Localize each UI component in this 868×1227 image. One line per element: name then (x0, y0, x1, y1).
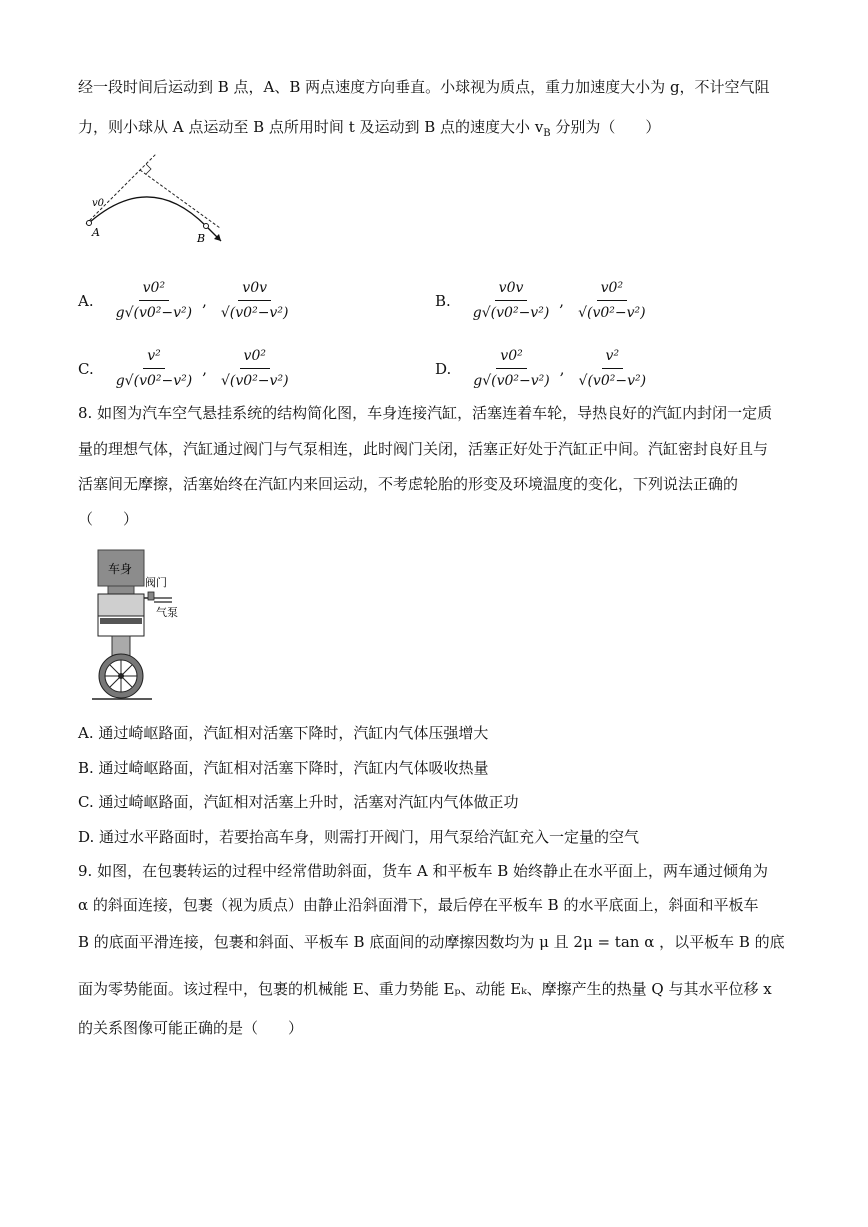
label-v0: v0 (92, 198, 105, 209)
q9-text-line-4: 面为零势能面。该过程中，包裹的机械能 E、重力势能 Eₚ、动能 Eₖ、摩擦产生的热量 Q 与其水平位移 x (78, 980, 772, 998)
q7-option-b[interactable]: B. $\frac{v0v}{\text{g√(v0²−v²)}}$ , $\frac{\text{v0²}}{\text{√(v0²−v²)}}$ (435, 278, 654, 323)
fraction-numerator: v0v (238, 278, 271, 301)
q8-option-a[interactable]: A. 通过崎岖路面，汽缸相对活塞下降时，汽缸内气体压强增大 (78, 724, 489, 742)
fraction-denominator: g√(v0²−v²) (472, 305, 550, 321)
q8-option-b[interactable]: B. 通过崎岖路面，汽缸相对活塞下降时，汽缸内气体吸收热量 (78, 759, 489, 777)
q8-text-line-3: 活塞间无摩擦，活塞始终在汽缸内来回运动，不考虑轮胎的形变及环境温度的变化，下列说法正确的 (78, 475, 739, 493)
q8-text-line-1: 8. 如图为汽车空气悬挂系统的结构简化图，车身连接汽缸，活塞连着车轮，导热良好的汽缸内封闭一定质 (78, 404, 773, 422)
q7-text-line-1: 经一段时间后运动到 B 点，A、B 两点速度方向垂直。小球视为质点，重力加速度大小为 g，不计空气阻 (78, 78, 770, 96)
valve-label: 阀门 (145, 576, 167, 589)
option-label: A. (78, 291, 94, 310)
q7-option-c[interactable]: C. $\frac{\text{v²}}{\text{g√(v0²−v²)}}$ , $\frac{\text{v0²}}{\text{√(v0²−v²)}}$ (78, 346, 297, 391)
suspension-figure (88, 546, 198, 706)
q7-line2-main: 力，则小球从 A 点运动至 B 点所用时间 t 及运动到 B 点的速度大小 v (78, 118, 544, 136)
option-label: B. (435, 291, 451, 310)
q7-option-a[interactable]: A. $\frac{\text{v0²}}{\text{g√(v0²−v²)}}$ , $\frac{v0v}{\text{√(v0²−v²)}}$ (78, 278, 296, 323)
fraction-denominator: √(v0²−v²) (578, 373, 647, 389)
fraction-numerator: v0v (495, 278, 528, 301)
q8-text-line-2: 量的理想气体，汽缸通过阀门与气泵相连，此时阀门关闭，活塞正好处于汽缸正中间。汽缸密封良好且与 (78, 440, 769, 458)
option-label: D. (435, 359, 452, 378)
fraction-numerator: v0² (240, 346, 270, 369)
q9-text-line-5: 的关系图像可能正确的是（ ） (78, 1019, 304, 1037)
body-label: 车身 (108, 562, 133, 576)
fraction-denominator: g√(v0²−v²) (473, 373, 550, 389)
fraction-denominator: √(v0²−v²) (221, 373, 289, 389)
label-b: B (197, 232, 206, 245)
pump-label: 气泵 (156, 606, 178, 619)
label-a: A (92, 226, 100, 239)
q7-line2-sub: B (543, 128, 551, 139)
q9-text-line-3: B 的底面平滑连接，包裹和斜面、平板车 B 底面间的动摩擦因数均为 μ 且 2μ = tan α ，以平板车 B 的底 (78, 933, 785, 951)
q7-text-line-2 (78, 117, 660, 144)
q8-option-d[interactable]: D. 通过水平路面时，若要抬高车身，则需打开阀门，用气泵给汽缸充入一定量的空气 (78, 828, 640, 846)
q8-text-line-4: （ ） (78, 510, 139, 528)
q8-option-c[interactable]: C. 通过崎岖路面，汽缸相对活塞上升时，活塞对汽缸内气体做正功 (78, 793, 519, 811)
fraction-numerator: v0² (496, 346, 526, 369)
projectile-figure (80, 150, 240, 250)
fraction-denominator: √(v0²−v²) (220, 305, 289, 321)
fraction-denominator: √(v0²−v²) (578, 305, 646, 321)
q7-line2-end: 分别为（ ） (550, 118, 661, 136)
fraction-numerator: v² (143, 346, 165, 369)
fraction-denominator: g√(v0²−v²) (115, 373, 193, 389)
fraction-denominator: g√(v0²−v²) (115, 305, 193, 321)
q9-text-line-2: α 的斜面连接，包裹（视为质点）由静止沿斜面滑下，最后停在平板车 B 的水平底面上，斜面和平板车 (78, 896, 759, 914)
fraction-numerator: v² (602, 346, 624, 369)
fraction-numerator: v0² (597, 278, 627, 301)
q9-text-line-1: 9. 如图，在包裹转运的过程中经常借助斜面，货车 A 和平板车 B 始终静止在水平面上，两车通过倾角为 (78, 862, 769, 880)
option-label: C. (78, 359, 94, 378)
fraction-numerator: v0² (139, 278, 169, 301)
q7-option-d[interactable]: D. $\frac{\text{v0²}}{\text{g√(v0²−v²)}}$ , $\frac{\text{v²}}{\text{√(v0²−v²)}}$ (435, 346, 654, 391)
